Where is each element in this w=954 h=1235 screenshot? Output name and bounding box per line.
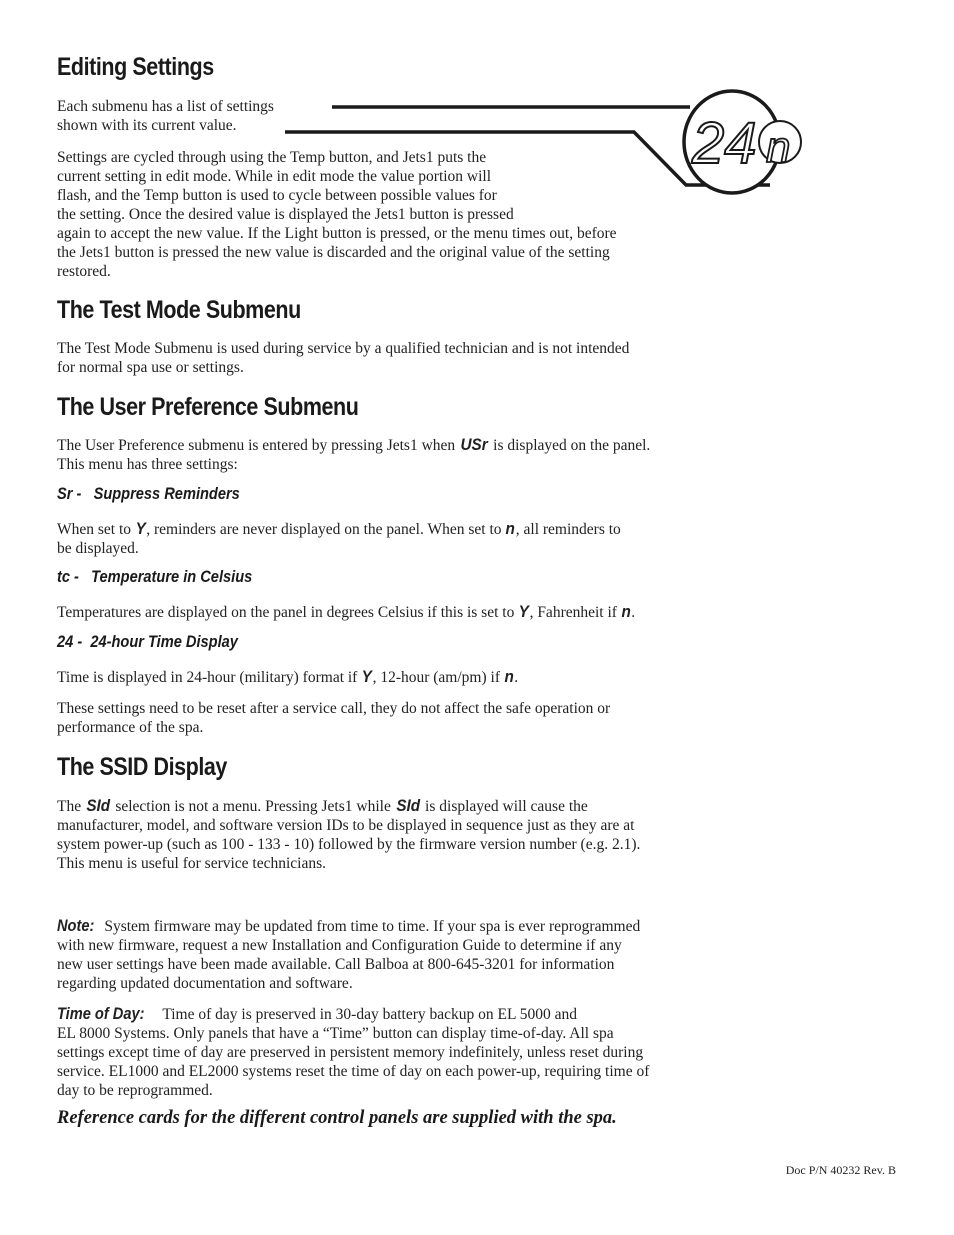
doc-part-number: Doc P/N 40232 Rev. B: [785, 1163, 896, 1177]
section-title-user-preference: The User Preference Submenu: [57, 393, 359, 421]
code-sid: SId: [86, 796, 111, 815]
tod-line-5: day to be reprogrammed.: [57, 1082, 213, 1099]
editing-intro-line-1: Each submenu has a list of settings: [57, 98, 274, 115]
user-pref-intro-text: [57, 435, 650, 474]
tod-line-3: settings except time of day are preserved in persistent memory indefinitely, unless reset during: [57, 1044, 644, 1061]
code-y: Y: [135, 519, 146, 538]
editing-line-3: flash, and the Temp button is used to cycle between possible values for: [57, 187, 497, 204]
ssid-text-a: The: [57, 798, 85, 815]
code-tc: tc -: [57, 567, 79, 586]
ssid-line-2: manufacturer, model, and software version IDs to be displayed in sequence just as they are at: [57, 817, 635, 834]
note-label: Note:: [57, 916, 95, 935]
subheading-24-name: 24-hour Time Display: [90, 632, 238, 651]
h24-text-b: , 12-hour (am/pm) if: [372, 669, 504, 686]
reset-settings-text: [57, 699, 610, 737]
editing-line-1: Settings are cycled through using the Temp button, and Jets1 puts the: [57, 149, 487, 166]
subheading-suppress-reminders: [57, 484, 240, 504]
tc-text-b: , Fahrenheit if: [529, 604, 621, 621]
h24-text-a: Time is displayed in 24-hour (military) format if: [57, 669, 362, 686]
editing-line-4: the setting. Once the desired value is displayed the Jets1 button is pressed: [57, 206, 514, 223]
editing-instructions-text: [57, 148, 617, 281]
code-sr: Sr -: [57, 484, 82, 503]
ssid-text-c: is displayed will cause the: [421, 798, 588, 815]
editing-intro-line-2: shown with its current value.: [57, 117, 237, 134]
section-title-ssid-display: The SSID Display: [57, 753, 227, 781]
sr-text-line-2: be displayed.: [57, 540, 139, 557]
subheading-temperature-celsius: [57, 567, 252, 587]
ssid-line-4: This menu is useful for service technicians.: [57, 855, 327, 872]
tod-line-2: EL 8000 Systems. Only panels that have a “Time” button can display time-of-day. All spa: [57, 1025, 614, 1042]
time-of-day-text: [57, 1004, 649, 1100]
closing-statement: Reference cards for the different control panels are supplied with the spa.: [57, 1108, 617, 1128]
code-y: Y: [518, 602, 529, 621]
editing-line-7: restored.: [57, 263, 111, 280]
ssid-text: [57, 796, 640, 873]
note-line-2: with new firmware, request a new Installation and Configuration Guide to determine if any: [57, 937, 622, 954]
user-pref-intro-b: is displayed on the panel.: [489, 437, 651, 454]
section-title-test-mode: The Test Mode Submenu: [57, 296, 301, 324]
suppress-reminders-text: [57, 519, 621, 558]
sr-text-a: When set to: [57, 521, 135, 538]
editing-line-5: again to accept the new value. If the Light button is pressed, or the menu times out, before: [57, 225, 617, 242]
code-n: n: [621, 602, 631, 621]
code-24: 24 -: [57, 632, 83, 651]
user-pref-intro-a: The User Preference submenu is entered by pressing Jets1 when: [57, 437, 460, 454]
tod-line-1: Time of day is preserved in 30-day battery backup on EL 5000 and: [158, 1006, 577, 1023]
note-line-3: new user settings have been made available. Call Balboa at 800-645-3201 for information: [57, 956, 615, 973]
note-line-1: System firmware may be updated from time to time. If your spa is ever reprogrammed: [100, 918, 641, 935]
code-sid: SId: [396, 796, 420, 815]
code-y: Y: [361, 667, 372, 686]
tc-text-c: .: [631, 604, 636, 621]
tod-line-4: service. EL1000 and EL2000 systems reset the time of day on each power-up, requiring time of: [57, 1063, 650, 1080]
ssid-text-b: selection is not a menu. Pressing Jets1 while: [111, 798, 395, 815]
subheading-24-hour-display: [57, 632, 238, 652]
subheading-tc-name: Temperature in Celsius: [91, 567, 253, 586]
code-n: n: [504, 667, 514, 686]
note-text: [57, 916, 640, 993]
sr-text-c: , all reminders to: [515, 521, 621, 538]
subheading-sr-name: Suppress Reminders: [93, 484, 240, 503]
editing-line-6: the Jets1 button is pressed the new value is discarded and the original value of the setting: [57, 244, 610, 261]
reset-line-1: These settings need to be reset after a service call, they do not affect the safe operation or: [57, 700, 611, 717]
temperature-celsius-text: [57, 602, 635, 622]
note-line-4: regarding updated documentation and software.: [57, 975, 353, 992]
panel-display-digits: 24: [692, 111, 757, 176]
tc-text-a: Temperatures are displayed on the panel in degrees Celsius if this is set to: [57, 604, 519, 621]
time-of-day-label: Time of Day:: [57, 1004, 145, 1023]
panel-display-value: n: [766, 123, 791, 172]
h24-text-c: .: [514, 669, 519, 686]
24-hour-display-text: [57, 667, 518, 687]
code-usr: USr: [460, 435, 488, 454]
section-title-editing-settings: Editing Settings: [57, 53, 214, 81]
code-n: n: [505, 519, 516, 538]
test-mode-line-2: for normal spa use or settings.: [57, 359, 244, 376]
editing-line-2: current setting in edit mode. While in edit mode the value portion will: [57, 168, 492, 185]
user-pref-intro-line-2: This menu has three settings:: [57, 456, 238, 473]
test-mode-line-1: The Test Mode Submenu is used during service by a qualified technician and is not intended: [57, 340, 630, 357]
test-mode-text: [57, 339, 629, 377]
ssid-line-3: system power-up (such as 100 - 133 - 10) followed by the firmware version number (e.g. 2.1).: [57, 836, 641, 853]
sr-text-b: , reminders are never displayed on the panel. When set to: [146, 521, 506, 538]
reset-line-2: performance of the spa.: [57, 719, 204, 736]
